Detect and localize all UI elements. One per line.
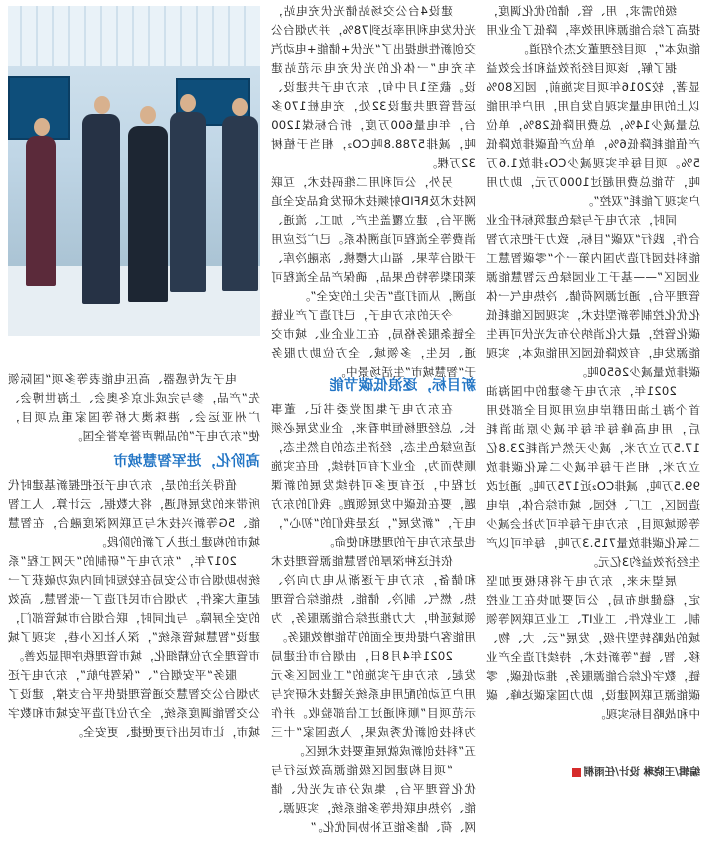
photo-person bbox=[26, 136, 56, 286]
photo-person-head bbox=[94, 96, 110, 114]
body-paragraph: 2017年，“东方电子”研制的“天网工程”系统协助烟台市公安局在较短时间内成功破获了一起重大案件，为烟台市民打造了一张智慧、高效的安全屏障。与此同时，联合烟台市城管部门，建设“智慧城管系统”，深入社区小巷，实现了城市管理全方位精细化，城市管理秩序明显改善。 bbox=[8, 554, 260, 663]
photo-person-head bbox=[180, 94, 196, 112]
photo-person-head bbox=[34, 118, 50, 136]
body-paragraph: 电子式传感器、高压电能表等多项“国际领先”产品，参与完成北京冬奥会、上海世博会、广州亚运会、港珠澳大桥等国家重点项目，使“东方电子”的品牌声誉享誉全国。 bbox=[8, 372, 260, 443]
body-paragraph: 值得关注的是，东方电子还把握新基建时代所带来的发展机遇，将大数据、云计算、人工智能、5G等新兴技术与互联网深度融合，在智慧城市的构建上进入了新的阶段。 bbox=[8, 478, 260, 549]
text-column-3 bbox=[271, 370, 476, 837]
body-paragraph: 建设4台公交场站储光伏充电站，光伏发电利用率达到78%，并为烟台公交创新性地提出了“光伏+储能+电动汽车充电”一体化的光伏充电示范站建设。截至1月中旬，东方电子共建设、运营管理共建设32处，充电桩170多台，年电量600万度，折合标煤1200吨，减排5788.8吨CO₂，相当于植树32万棵。 bbox=[271, 4, 476, 170]
body-paragraph: 级的需求，用、管、储的优化调度，提高了综合能源利用效率，降低了企业用能成本”，项目经理董文杰介绍道。 bbox=[486, 4, 700, 56]
photo-person-head bbox=[140, 106, 156, 124]
photo-visit-scene bbox=[8, 6, 260, 336]
photo-person bbox=[128, 126, 168, 302]
end-mark-icon bbox=[572, 768, 581, 777]
photo-person bbox=[222, 116, 258, 291]
body-paragraph: 2021年4月8日，由烟台市住建局发起、东方电子实施的“工业园区多元用户互动的配用电系统关键技术研究与示范项目”顺利通过工信部验收。并作为科技创新优秀成果，入选国家“十三五”科技创新成就展重要技术展区。 bbox=[271, 649, 476, 758]
body-paragraph: “项目构建园区级能源高效运行与优化管理平台，集成分布式光伏、储能、冷热电联供等多能系统，实现源、网、荷、储多能互补协同优化。” bbox=[271, 763, 476, 834]
editor-credit bbox=[572, 764, 700, 779]
body-paragraph: 另外，公司利用二维码技术，互联网技术及RFID射频技术研发食品安全追溯平台，建立覆盖生产、加工、流通、消费等全流程可追溯体系。已广泛应用于烟台苹果、福山大樱桃、冻融冷库、莱阳梨等特色果品，确保产品全流程可追溯，从而打造“舌尖上的安全”。 bbox=[271, 175, 476, 303]
body-paragraph: 据了解，该项目经济效益和社会效益显著，较2016年项目实施前，园区80%以上的用电量实现自发自用，用户年用能总量减少14%，总费用降低28%，单位产值能耗降低6%，单位产值碳排放降低5%。项目每年实现减少CO₂排放1.6万吨，节能总费用超过1000万元，助力用户实现了能耗“双控”。 bbox=[486, 61, 700, 208]
body-paragraph: 依托这种深厚的智慧能源管理技术和储备，东方电子逐渐从电力向冷、热、燃气、制冷、储能、热能综合管理领域延伸，大力推进综合能源服务，为用能客户提供更全面的节能增效服务。 bbox=[271, 554, 476, 644]
section-heading: 新目标，逐浪低碳节能 bbox=[329, 377, 476, 394]
photo-person-head bbox=[232, 98, 248, 116]
body-paragraph: 同时，东方电子与绿色建筑标杆企业合作，践行“双碳”目标，致力于把东方智能科技园打造为国内第一个“零碳智慧工业园区”——基于工业园绿色云智慧能源管理平台，通过源网荷储、冷热电气一体化优化控制等新型技术，实现园区能耗低碳化管控，最大化消纳分布式光伏可再生能源发电，有效降低园区用能成本，实现碳排放量减少2650吨。 bbox=[486, 213, 700, 379]
photo-person bbox=[82, 114, 120, 304]
body-paragraph: 服务“平安烟台”、“保驾护航”，东方电子还为烟台公交智慧交通管理提供平台支撑，建设了公交智能调度系统，全方位打造平安城市和数字城市，让市民出行更便捷、更安全。 bbox=[8, 668, 260, 739]
text-column-1 bbox=[486, 2, 700, 724]
section-heading: 高阶化，进军智慧城市 bbox=[113, 453, 260, 470]
text-column-2 bbox=[271, 2, 476, 382]
editor-credit-text: 编辑/王晓琳 设计/任雨桐 bbox=[583, 766, 700, 778]
text-column-4 bbox=[8, 370, 260, 742]
photo-person bbox=[170, 112, 206, 292]
body-paragraph: 2021年，东方电子参建的中国海油首个海上油田群岸电应用项目全部投用后，用电高峰每年每年减少原油消耗17.5万立方米，减少天然气消耗23.8亿立方米，相当于每年减少二氧化碳排放99.5万吨，减排CO₂近175万吨。通过改造园区，工厂、校园、城市综合体，岸电等领域项目，东方电子每年可为社会减少二氧化碳排放量715.3万吨，每年可以产生经济效益约3亿元。 bbox=[486, 384, 700, 569]
photo-ceiling bbox=[8, 6, 260, 66]
body-paragraph: 展望未来，东方电子将积极更加坚定，稳健地布局，公司要加快在工业控制、工业软件、工业IT、工业互联网等领域的战略转型升级，发展“云、大、物、移、智、链”等新技术，持续打造全产业链，数字化综合能源服务，推动低碳，零碳能源互联网建设，助力国家碳达峰、碳中和战略目标实现。 bbox=[486, 574, 700, 721]
body-paragraph: 在东方电子集团党委书记、董事长、总经理杨恒坤看来，企业发展必须适应绿色生态，经济生态的自然生态，顺势而为，企业才有可持续，但在实施过程中，还有更多可持续发展的新课题，要在低碳中发展领跑。我们的东方电子，“新发展”，这是我们的“初心”，也是东方电子的理想和使命。 bbox=[271, 402, 476, 549]
body-paragraph: 今天的东方电子，已打造了产业链全链条服务格局，在工业企业、城市交通、民生，多领域、全方位助力服务于“智慧城市”生活场景中。 bbox=[271, 308, 476, 379]
